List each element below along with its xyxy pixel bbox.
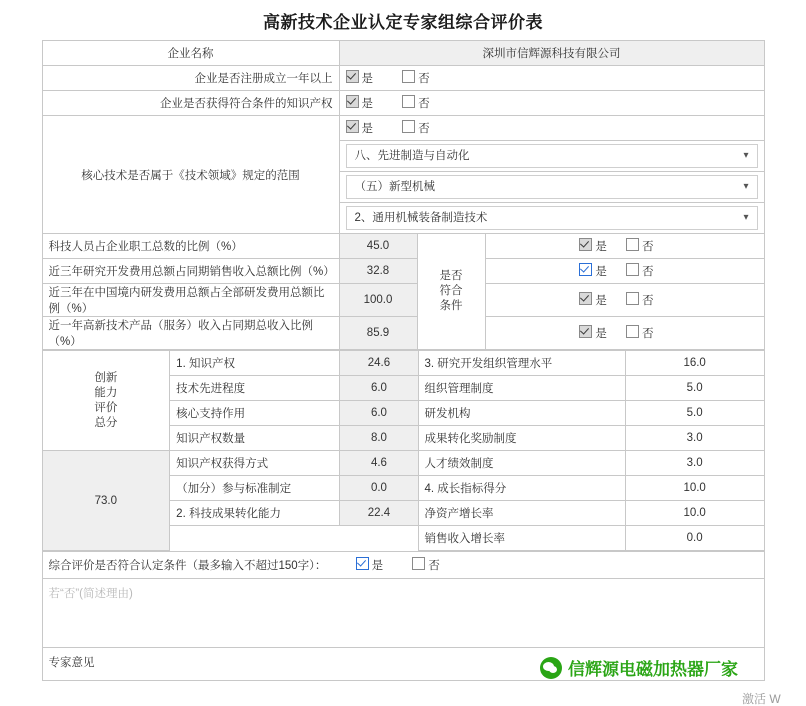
table-row	[42, 116, 764, 141]
ratio-check-2	[485, 284, 764, 317]
core-tech-yes-option[interactable]	[346, 120, 374, 136]
right-item-value-6: 10.0	[625, 501, 763, 526]
company-name-value: 深圳市信辉源科技有限公司	[339, 41, 764, 66]
table-row	[43, 351, 764, 376]
table-row	[42, 552, 764, 579]
checkbox-icon[interactable]	[346, 70, 359, 83]
right-item-label-3: 成果转化奖励制度	[418, 426, 625, 451]
reason-textarea[interactable]	[42, 579, 764, 648]
has-ip-options	[339, 91, 764, 116]
checkbox-icon[interactable]	[356, 557, 369, 570]
ratio-value-2: 100.0	[339, 284, 417, 317]
innovation-block	[42, 350, 764, 552]
option-label: 否	[642, 241, 654, 253]
tech-field-level2-select[interactable]	[346, 175, 758, 199]
right-item-label-7: 销售收入增长率	[418, 526, 625, 551]
ratio-yes-2[interactable]	[579, 292, 607, 308]
core-tech-no-option[interactable]	[402, 120, 430, 136]
table-row	[42, 66, 764, 91]
tech-field-level1-select[interactable]	[346, 144, 758, 168]
table-row	[42, 259, 764, 284]
meet-condition-label: 是否 符合 条件	[417, 234, 485, 350]
ratio-check-0	[485, 234, 764, 259]
ratio-label-0: 科技人员占企业职工总数的比例（%）	[42, 234, 339, 259]
checkbox-icon[interactable]	[579, 263, 592, 276]
left-item-value-2: 6.0	[340, 401, 418, 426]
select-value: （五）新型机械	[354, 181, 435, 193]
innovation-total-score: 73.0	[43, 451, 170, 551]
innovation-table	[43, 350, 764, 551]
ratio-check-1	[485, 259, 764, 284]
table-row	[42, 350, 764, 552]
right-item-label-1: 组织管理制度	[418, 376, 625, 401]
summary-row	[42, 552, 764, 579]
ratio-label-2: 近三年在中国境内研发费用总额占全部研发费用总额比例（%）	[42, 284, 339, 317]
right-item-value-3: 3.0	[625, 426, 763, 451]
chevron-down-icon: ▾	[743, 150, 749, 161]
innovation-total-label: 创新 能力 评价 总分	[43, 351, 170, 451]
right-item-value-5: 10.0	[625, 476, 763, 501]
option-label: 是	[371, 560, 384, 572]
checkbox-icon[interactable]	[626, 238, 639, 251]
left-filler-value	[340, 526, 418, 551]
option-label: 否	[642, 328, 654, 340]
left-item-label-6: 2. 科技成果转化能力	[170, 501, 340, 526]
option-label: 否	[418, 123, 430, 135]
watermark-subtext: 激活 W	[742, 692, 781, 706]
right-item-label-0: 3. 研究开发组织管理水平	[418, 351, 625, 376]
option-label: 是	[361, 98, 373, 110]
right-item-value-0: 16.0	[625, 351, 763, 376]
left-item-value-4: 4.6	[340, 451, 418, 476]
option-label: 是	[595, 266, 607, 278]
watermark	[540, 655, 738, 680]
table-row	[42, 579, 764, 648]
checkbox-icon[interactable]	[346, 95, 359, 108]
table-row	[42, 91, 764, 116]
right-item-label-5: 4. 成长指标得分	[418, 476, 625, 501]
left-item-value-0: 24.6	[340, 351, 418, 376]
left-item-value-5: 0.0	[340, 476, 418, 501]
checkbox-icon[interactable]	[626, 292, 639, 305]
option-label: 是	[361, 73, 373, 85]
chevron-down-icon: ▾	[743, 212, 749, 223]
checkbox-icon[interactable]	[626, 325, 639, 338]
option-label: 否	[642, 295, 654, 307]
table-row	[42, 284, 764, 317]
right-item-value-7: 0.0	[625, 526, 763, 551]
ratio-yes-1[interactable]	[579, 263, 607, 279]
registered-label: 企业是否注册成立一年以上	[42, 66, 339, 91]
tech-field-level1-cell	[339, 141, 764, 172]
checkbox-icon[interactable]	[402, 70, 415, 83]
has-ip-label: 企业是否获得符合条件的知识产权	[42, 91, 339, 116]
expert-opinion-label: 专家意见	[48, 657, 95, 669]
checkbox-icon[interactable]	[579, 238, 592, 251]
has-ip-no-option[interactable]	[402, 95, 430, 111]
left-item-value-6: 22.4	[340, 501, 418, 526]
right-item-label-2: 研发机构	[418, 401, 625, 426]
registered-options	[339, 66, 764, 91]
option-label: 是	[595, 295, 607, 307]
checkbox-icon[interactable]	[412, 557, 425, 570]
summary-no-option[interactable]	[412, 557, 440, 573]
company-name-label: 企业名称	[42, 41, 339, 66]
ratio-no-1[interactable]	[626, 263, 654, 279]
registered-yes-option[interactable]	[346, 70, 374, 86]
tech-field-level2-cell	[339, 172, 764, 203]
left-item-label-1: 技术先进程度	[170, 376, 340, 401]
checkbox-icon[interactable]	[402, 95, 415, 108]
registered-no-option[interactable]	[402, 70, 430, 86]
option-label: 否	[428, 560, 440, 572]
left-item-label-2: 核心支持作用	[170, 401, 340, 426]
tech-field-level3-cell	[339, 203, 764, 234]
table-row	[42, 317, 764, 350]
checkbox-icon[interactable]	[579, 292, 592, 305]
ratio-yes-3[interactable]	[579, 325, 607, 341]
has-ip-yes-option[interactable]	[346, 95, 374, 111]
right-item-value-2: 5.0	[625, 401, 763, 426]
evaluation-form	[42, 40, 765, 681]
ratio-no-3[interactable]	[626, 325, 654, 341]
ratio-value-1: 32.8	[339, 259, 417, 284]
summary-label: 综合评价是否符合认定条件（最多输入不超过150字）：	[48, 560, 327, 572]
checkbox-icon[interactable]	[402, 120, 415, 133]
ratio-value-3: 85.9	[339, 317, 417, 350]
summary-yes-option[interactable]	[356, 557, 384, 573]
reason-placeholder: 若“否”(简述理由)	[48, 588, 133, 600]
left-item-value-3: 8.0	[340, 426, 418, 451]
wechat-icon	[540, 657, 562, 679]
option-label: 否	[418, 98, 430, 110]
left-item-label-0: 1. 知识产权	[170, 351, 340, 376]
tech-field-level3-select[interactable]	[346, 206, 758, 230]
watermark-text: 信辉源电磁加热器厂家	[568, 660, 738, 679]
checkbox-icon[interactable]	[579, 325, 592, 338]
right-item-label-6: 净资产增长率	[418, 501, 625, 526]
ratio-check-3	[485, 317, 764, 350]
core-tech-options	[339, 116, 764, 141]
right-item-value-4: 3.0	[625, 451, 763, 476]
chevron-down-icon: ▾	[743, 181, 749, 192]
page-title: 高新技术企业认定专家组综合评价表	[263, 13, 543, 32]
select-value: 2、通用机械装备制造技术	[354, 212, 488, 224]
option-label: 是	[595, 328, 607, 340]
right-item-value-1: 5.0	[625, 376, 763, 401]
option-label: 是	[595, 241, 607, 253]
option-label: 是	[361, 123, 373, 135]
ratio-label-3: 近一年高新技术产品（服务）收入占同期总收入比例（%）	[42, 317, 339, 350]
left-filler	[170, 526, 340, 551]
right-item-label-4: 人才绩效制度	[418, 451, 625, 476]
option-label: 否	[642, 266, 654, 278]
ratio-no-2[interactable]	[626, 292, 654, 308]
left-item-label-3: 知识产权数量	[170, 426, 340, 451]
core-tech-label: 核心技术是否属于《技术领域》规定的范围	[42, 116, 339, 234]
ratio-yes-0[interactable]	[579, 238, 607, 254]
left-item-label-5: （加分）参与标准制定	[170, 476, 340, 501]
ratio-no-0[interactable]	[626, 238, 654, 254]
left-item-label-4: 知识产权获得方式	[170, 451, 340, 476]
option-label: 否	[418, 73, 430, 85]
checkbox-icon[interactable]	[626, 263, 639, 276]
table-row	[42, 41, 764, 66]
checkbox-icon[interactable]	[346, 120, 359, 133]
ratio-label-1: 近三年研究开发费用总额占同期销售收入总额比例（%）	[42, 259, 339, 284]
table-row	[43, 451, 764, 476]
select-value: 八、先进制造与自动化	[354, 150, 470, 162]
table-row	[42, 234, 764, 259]
ratio-value-0: 45.0	[339, 234, 417, 259]
left-item-value-1: 6.0	[340, 376, 418, 401]
